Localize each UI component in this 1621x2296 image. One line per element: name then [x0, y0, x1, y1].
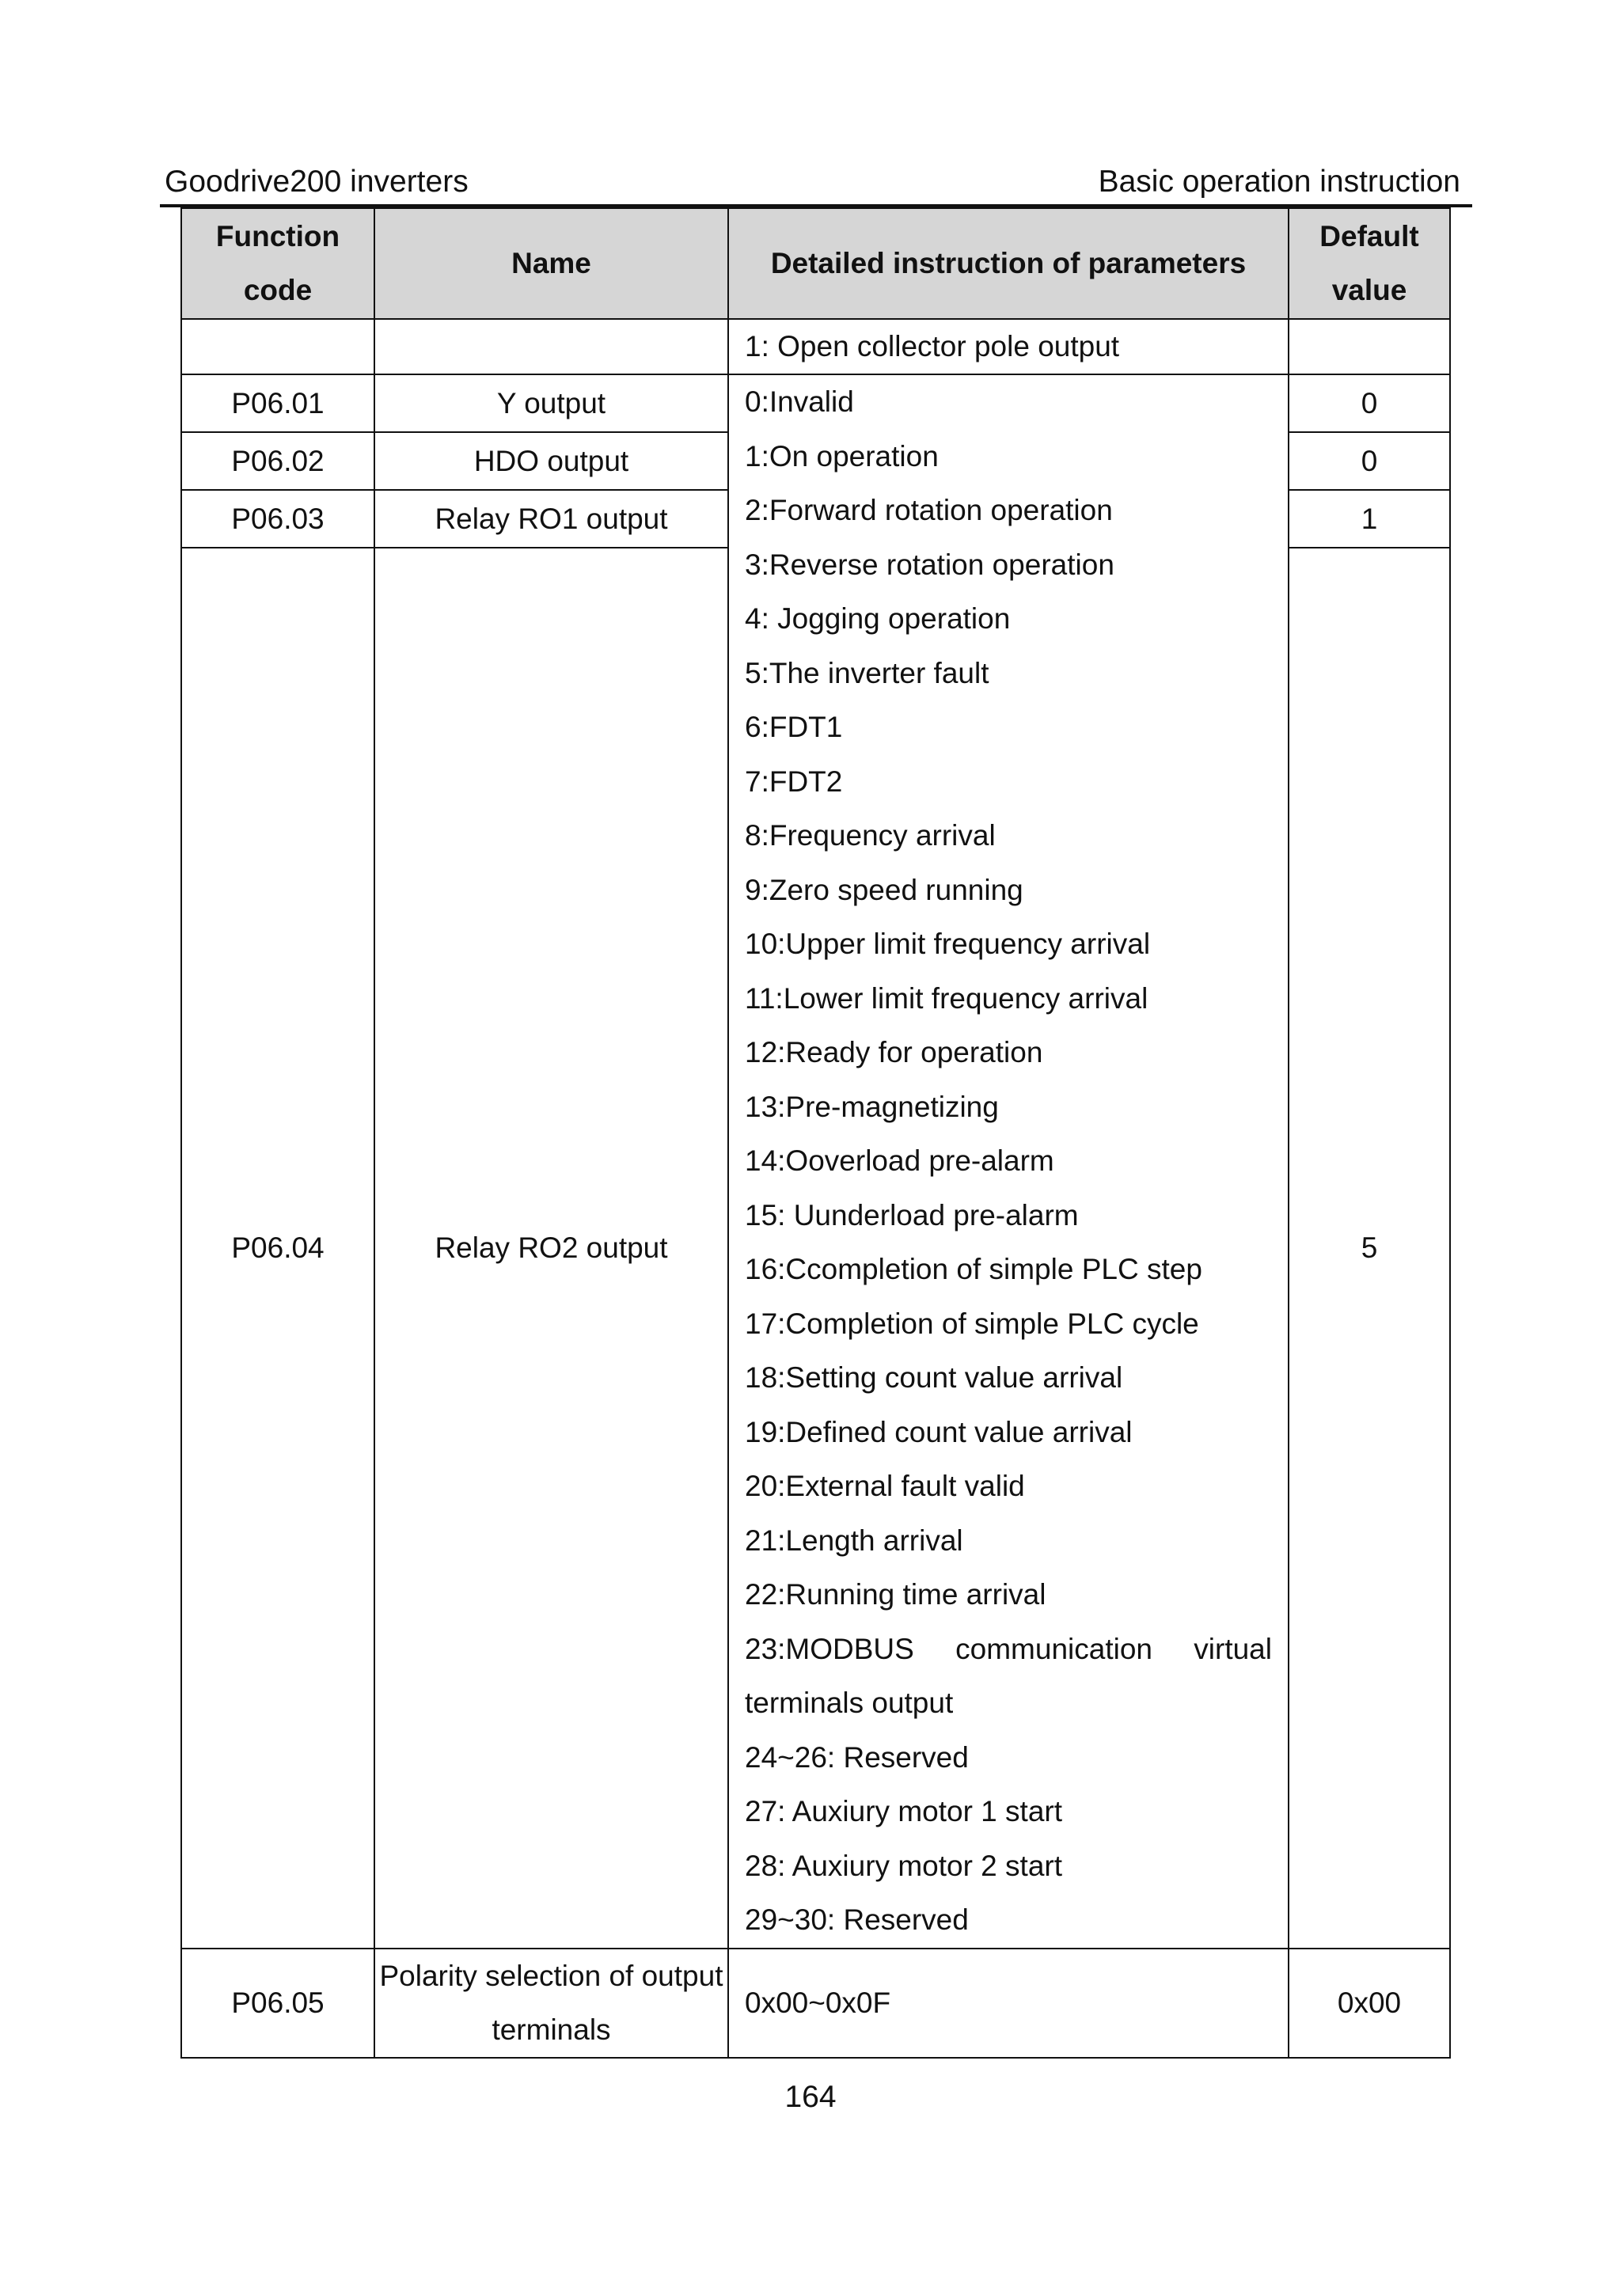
- cell-continued-detail: 1: Open collector pole output: [728, 319, 1289, 374]
- cell-default-value: 0: [1289, 374, 1450, 432]
- column-header-default: [1289, 208, 1450, 319]
- option-item: 5:The inverter fault: [745, 656, 989, 689]
- cell-function-code: P06.01: [181, 374, 374, 432]
- cell-name-line1: Polarity selection of output: [379, 1959, 723, 1992]
- option-item: 6:FDT1: [745, 711, 843, 743]
- cell-default-value: 0x00: [1289, 1949, 1450, 2058]
- option-item: 22:Running time arrival: [745, 1578, 1046, 1611]
- cell-name: HDO output: [374, 432, 728, 490]
- option-item: 3:Reverse rotation operation: [745, 548, 1114, 581]
- option-item: 7:FDT2: [745, 765, 843, 798]
- option-item: 0:Invalid: [745, 385, 854, 418]
- table-row: [181, 1949, 1450, 2058]
- cell-output-options: [728, 374, 1289, 1949]
- option-item: 15: Uunderload pre-alarm: [745, 1198, 1079, 1231]
- output-options-tail: [745, 1731, 1272, 1948]
- cell-name: [374, 1949, 728, 2058]
- column-header-detail: Detailed instruction of parameters: [728, 208, 1289, 319]
- column-header-default-line1: Default: [1319, 220, 1419, 252]
- column-header-name: Name: [374, 208, 728, 319]
- table-row-continuation: [181, 319, 1450, 374]
- cell-function-code: P06.02: [181, 432, 374, 490]
- option-item: 2:Forward rotation operation: [745, 494, 1113, 526]
- option-line-23-cont: terminals output: [745, 1687, 954, 1719]
- option-item: 20:External fault valid: [745, 1470, 1025, 1502]
- option-item: 28: Auxiury motor 2 start: [745, 1849, 1063, 1882]
- option-item: 21:Length arrival: [745, 1524, 963, 1557]
- option-item: 9:Zero speed running: [745, 873, 1023, 906]
- table-header-row: [181, 208, 1450, 319]
- cell-name-line2: terminals: [492, 2013, 611, 2046]
- output-options-list: [745, 375, 1272, 1622]
- option-23-word: communication: [955, 1632, 1152, 1665]
- parameter-table: [180, 207, 1451, 2059]
- column-header-function-code: [181, 208, 374, 319]
- cell-function-code: P06.03: [181, 490, 374, 548]
- cell-default-value: 1: [1289, 490, 1450, 548]
- option-item: 27: Auxiury motor 1 start: [745, 1795, 1063, 1827]
- option-23-word: 23:MODBUS: [745, 1632, 914, 1665]
- option-item: 1:On operation: [745, 439, 939, 472]
- cell-empty-code: [181, 319, 374, 374]
- running-header-left: Goodrive200 inverters: [165, 165, 469, 199]
- cell-empty-name: [374, 319, 728, 374]
- option-item: 29~30: Reserved: [745, 1903, 969, 1936]
- option-item: 8:Frequency arrival: [745, 819, 996, 852]
- option-line-23: [745, 1622, 1272, 1677]
- option-item: 18:Setting count value arrival: [745, 1361, 1123, 1394]
- column-header-function-code-line1: Function: [215, 220, 340, 252]
- cell-function-code: P06.04: [181, 548, 374, 1949]
- option-item: 16:Ccompletion of simple PLC step: [745, 1253, 1202, 1285]
- cell-empty-default: [1289, 319, 1450, 374]
- option-item: 4: Jogging operation: [745, 602, 1011, 635]
- running-header-right: Basic operation instruction: [1098, 165, 1460, 199]
- option-item: 17:Completion of simple PLC cycle: [745, 1307, 1199, 1340]
- option-item: 13:Pre-magnetizing: [745, 1090, 999, 1123]
- option-item: 10:Upper limit frequency arrival: [745, 928, 1151, 960]
- cell-name: Relay RO2 output: [374, 548, 728, 1949]
- option-item: 14:Ooverload pre-alarm: [745, 1144, 1054, 1177]
- table-row: [181, 374, 1450, 432]
- cell-function-code: P06.05: [181, 1949, 374, 2058]
- column-header-function-code-line2: code: [243, 274, 313, 306]
- cell-name: Y output: [374, 374, 728, 432]
- option-23-word: virtual: [1194, 1632, 1272, 1665]
- cell-name: Relay RO1 output: [374, 490, 728, 548]
- option-item: 24~26: Reserved: [745, 1740, 969, 1774]
- page-number: 164: [784, 2080, 837, 2114]
- cell-detail: 0x00~0x0F: [728, 1949, 1289, 2058]
- option-item: 19:Defined count value arrival: [745, 1415, 1133, 1448]
- option-item: 12:Ready for operation: [745, 1036, 1043, 1068]
- column-header-default-line2: value: [1331, 274, 1407, 306]
- cell-default-value: 0: [1289, 432, 1450, 490]
- cell-default-value: 5: [1289, 548, 1450, 1949]
- option-item: 11:Lower limit frequency arrival: [745, 981, 1148, 1015]
